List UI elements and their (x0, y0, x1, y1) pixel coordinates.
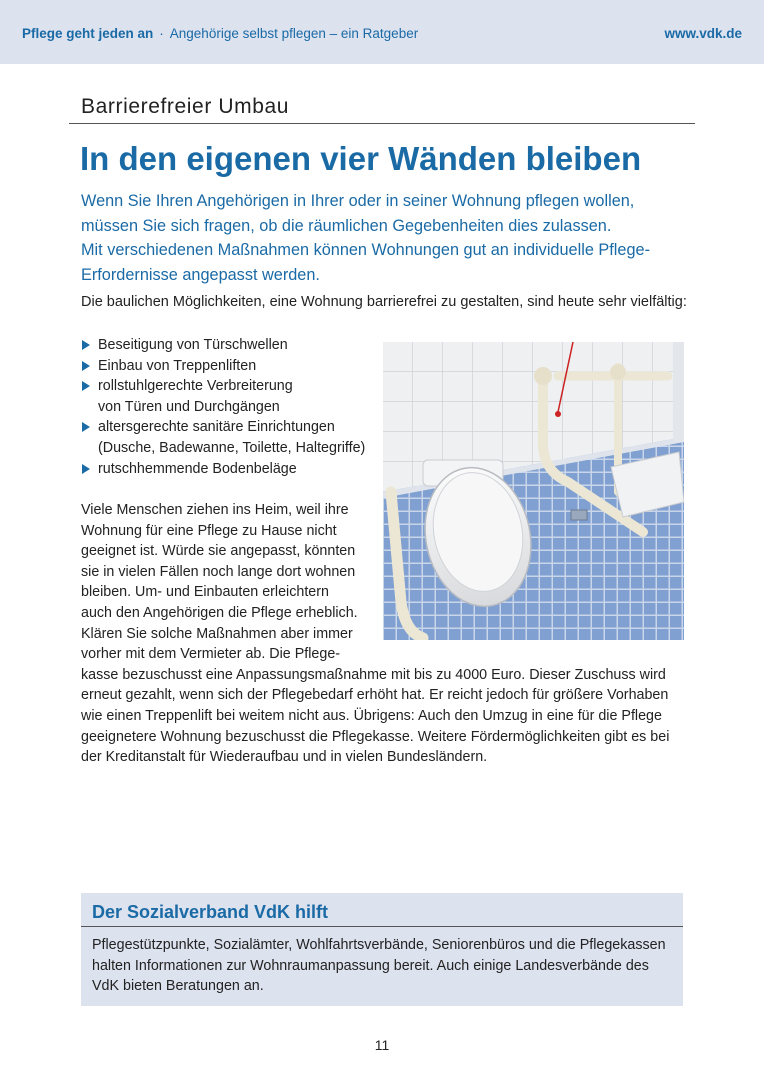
body-line: Wohnung für eine Pflege zu Hause nicht (81, 522, 337, 539)
info-line: halten Informationen zur Wohnraumanpassung bereit. Auch einige Landesverbände des (92, 957, 649, 974)
header-url: www.vdk.de (664, 26, 742, 41)
info-line: VdK bieten Beratungen an. (92, 978, 264, 995)
list-item-text: rutschhemmende Bodenbeläge (98, 460, 297, 477)
header-brand: Pflege geht jeden an (22, 26, 154, 41)
page-headline: In den eigenen vier Wänden bleiben (80, 140, 642, 177)
body-line: Viele Menschen ziehen ins Heim, weil ihre (81, 502, 349, 518)
section-divider (69, 123, 695, 124)
bullet-triangle-icon (82, 361, 90, 371)
body-line: sie in vielen Fällen noch lange dort wohnen (81, 563, 356, 580)
page-number: 11 (374, 1037, 390, 1053)
list-item (81, 356, 365, 377)
list-item (81, 376, 365, 417)
header-subtitle: Angehörige selbst pflegen – ein Ratgeber (169, 26, 419, 41)
body-line: auch den Angehörigen die Pflege erheblich. (81, 604, 358, 621)
info-line: Pflegestützpunkte, Sozialämter, Wohlfahrtsverbände, Seniorenbüros und die Pflegekassen (92, 937, 666, 953)
info-box-divider (81, 926, 683, 927)
lead-paragraph (81, 189, 681, 287)
lead-line: Mit verschiedenen Maßnahmen können Wohnungen gut an individuelle Pflege- (81, 241, 651, 259)
body-line: vorher mit dem Vermieter ab. Die Pflege- (81, 646, 341, 663)
bullet-triangle-icon (82, 381, 90, 391)
intro-text: Die baulichen Möglichkeiten, eine Wohnung barrierefrei zu gestalten, sind heute sehr vielfältig: (81, 294, 687, 310)
bullet-triangle-icon (82, 340, 90, 350)
list-item-text: altersgerechte sanitäre Einrichtungen (98, 419, 335, 436)
list-item-text: (Dusche, Badewanne, Toilette, Haltegriffe) (98, 439, 366, 456)
bullet-triangle-icon (82, 464, 90, 474)
measures-list (81, 335, 365, 479)
list-item-text: Einbau von Treppenliften (98, 357, 257, 374)
body-line: geeignet ist. Würde sie angepasst, könnten (81, 543, 356, 560)
bullet-triangle-icon (82, 422, 90, 432)
list-item (81, 417, 365, 458)
list-item-text: von Türen und Durchgängen (98, 398, 280, 415)
body-line: bleiben. Um- und Einbauten erleichtern (81, 584, 329, 601)
lead-line: müssen Sie sich fragen, ob die räumlichen Gegebenheiten dies zulassen. (81, 216, 612, 235)
lead-line: Wenn Sie Ihren Angehörigen in Ihrer oder in seiner Wohnung pflegen wollen, (81, 192, 635, 210)
list-item-text: Beseitigung von Türschwellen (98, 337, 288, 353)
body-line: Klären Sie solche Maßnahmen aber immer (81, 625, 353, 642)
body-line: geeignetere Wohnung bezuschusst die Pflegekasse. Weitere Fördermöglichkeiten gibt es bei (81, 728, 670, 745)
info-box (81, 893, 683, 1006)
body-line: wie einen Treppenlift bei weitem nicht aus. Übrigens: Auch den Umzug in eine für die Pflege (81, 707, 662, 724)
list-item (81, 335, 365, 356)
list-item-text: rollstuhlgerechte Verbreiterung (98, 378, 293, 395)
lead-line: Erfordernisse angepasst werden. (81, 265, 320, 284)
body-line: erneut gezahlt, wenn sich der Pflegebedarf erhöht hat. Er reicht jedoch für größere Vorhaben (81, 687, 669, 704)
header-separator: · (159, 26, 164, 41)
info-box-title: Der Sozialverband VdK hilft (92, 902, 329, 922)
body-line: der Kreditanstalt für Wiederaufbau und in vielen Bundesländern. (81, 749, 488, 766)
list-item (81, 459, 365, 480)
body-line: kasse bezuschusst eine Anpassungsmaßnahme mit bis zu 4000 Euro. Dieser Zuschuss wird (81, 666, 666, 683)
header-left (22, 26, 418, 41)
info-box-text (92, 935, 666, 997)
section-title: Barrierefreier Umbau (81, 95, 290, 118)
body-text (81, 500, 669, 768)
page-header (0, 0, 764, 64)
